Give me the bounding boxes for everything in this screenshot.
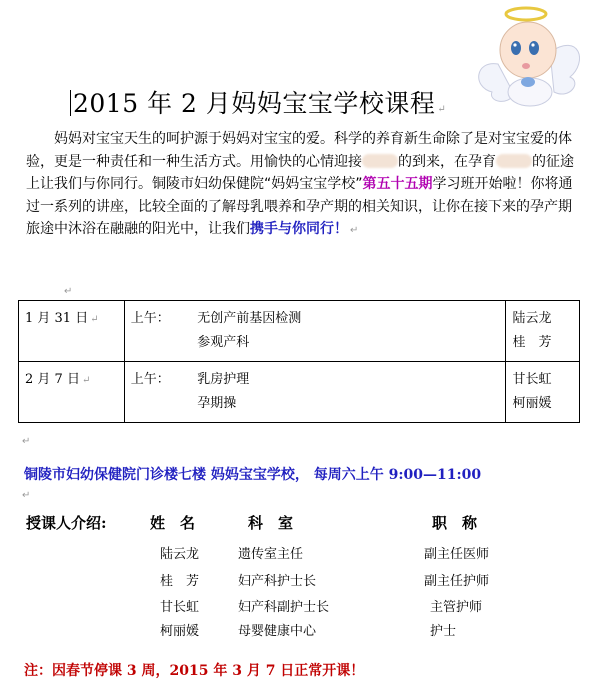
table-row	[19, 301, 580, 362]
teacher-label: 授课人介绍:	[26, 514, 107, 532]
teacher-row: 甘长虹 妇产科副护士长 主管护师	[160, 600, 483, 615]
teacher-cell: 陆云龙 桂 芳	[506, 301, 580, 362]
closing-highlight: 携手与你同行！	[250, 221, 348, 238]
text-cursor	[70, 90, 71, 116]
period-cell: 上午：	[124, 362, 191, 423]
period-cell: 上午：	[124, 301, 191, 362]
schedule-table	[18, 300, 580, 423]
period-highlight: 第五十五期	[362, 176, 433, 193]
teacher-cell: 甘长虹 柯丽媛	[506, 362, 580, 423]
page-title: 2015 年 2 月妈妈宝宝学校课程 ↵	[70, 84, 490, 120]
holiday-note: 注：因春节停课 3 周，2015 年 3 月 7 日正常开课！	[24, 663, 365, 679]
date-cell: 2 月 7 日 ↵	[19, 362, 125, 423]
teacher-row: 陆云龙 遗传室主任 副主任医师	[160, 547, 490, 562]
col-dept: 科 室	[248, 514, 294, 532]
teacher-row: 柯丽媛 母婴健康中心 护士	[160, 624, 457, 639]
teacher-row: 桂 芳 妇产科护士长 副主任护师	[160, 574, 490, 589]
col-name: 姓 名	[150, 514, 196, 532]
blurred-text	[362, 154, 398, 168]
return-mark: ↵	[64, 286, 73, 297]
topic-cell: 乳房护理 孕期操	[191, 362, 506, 423]
date-cell: 1 月 31 日 ↵	[19, 301, 125, 362]
col-title: 职 称	[432, 514, 478, 532]
blurred-text	[496, 154, 532, 168]
return-mark: ↵	[22, 436, 31, 447]
table-row	[19, 362, 580, 423]
intro-paragraph: 妈妈对宝宝天生的呵护源于妈妈对宝宝的爱。科学的养育新生命除了是对宝宝爱的体验，更是一种责任和一种生活方式。用愉快的心情迎接 的到来，在孕育 的征途上让我们与你同行。铜陵市妇幼保健院“妈妈宝宝学校”第五十五期学习班开始啦！你将通过一系列的讲座，比较全面的了解母乳喂养和孕产期的相关知识，让你在接下来的孕产期旅途中沐浴在融融的阳光中，让我们携手与你同行！ ↵	[26, 131, 574, 238]
return-mark: ↵	[22, 490, 31, 501]
topic-cell: 无创产前基因检测 参观产科	[191, 301, 506, 362]
school-address: 铜陵市妇幼保健院门诊楼七楼 妈妈宝宝学校， 每周六上午 9:00—11:00	[24, 467, 482, 483]
